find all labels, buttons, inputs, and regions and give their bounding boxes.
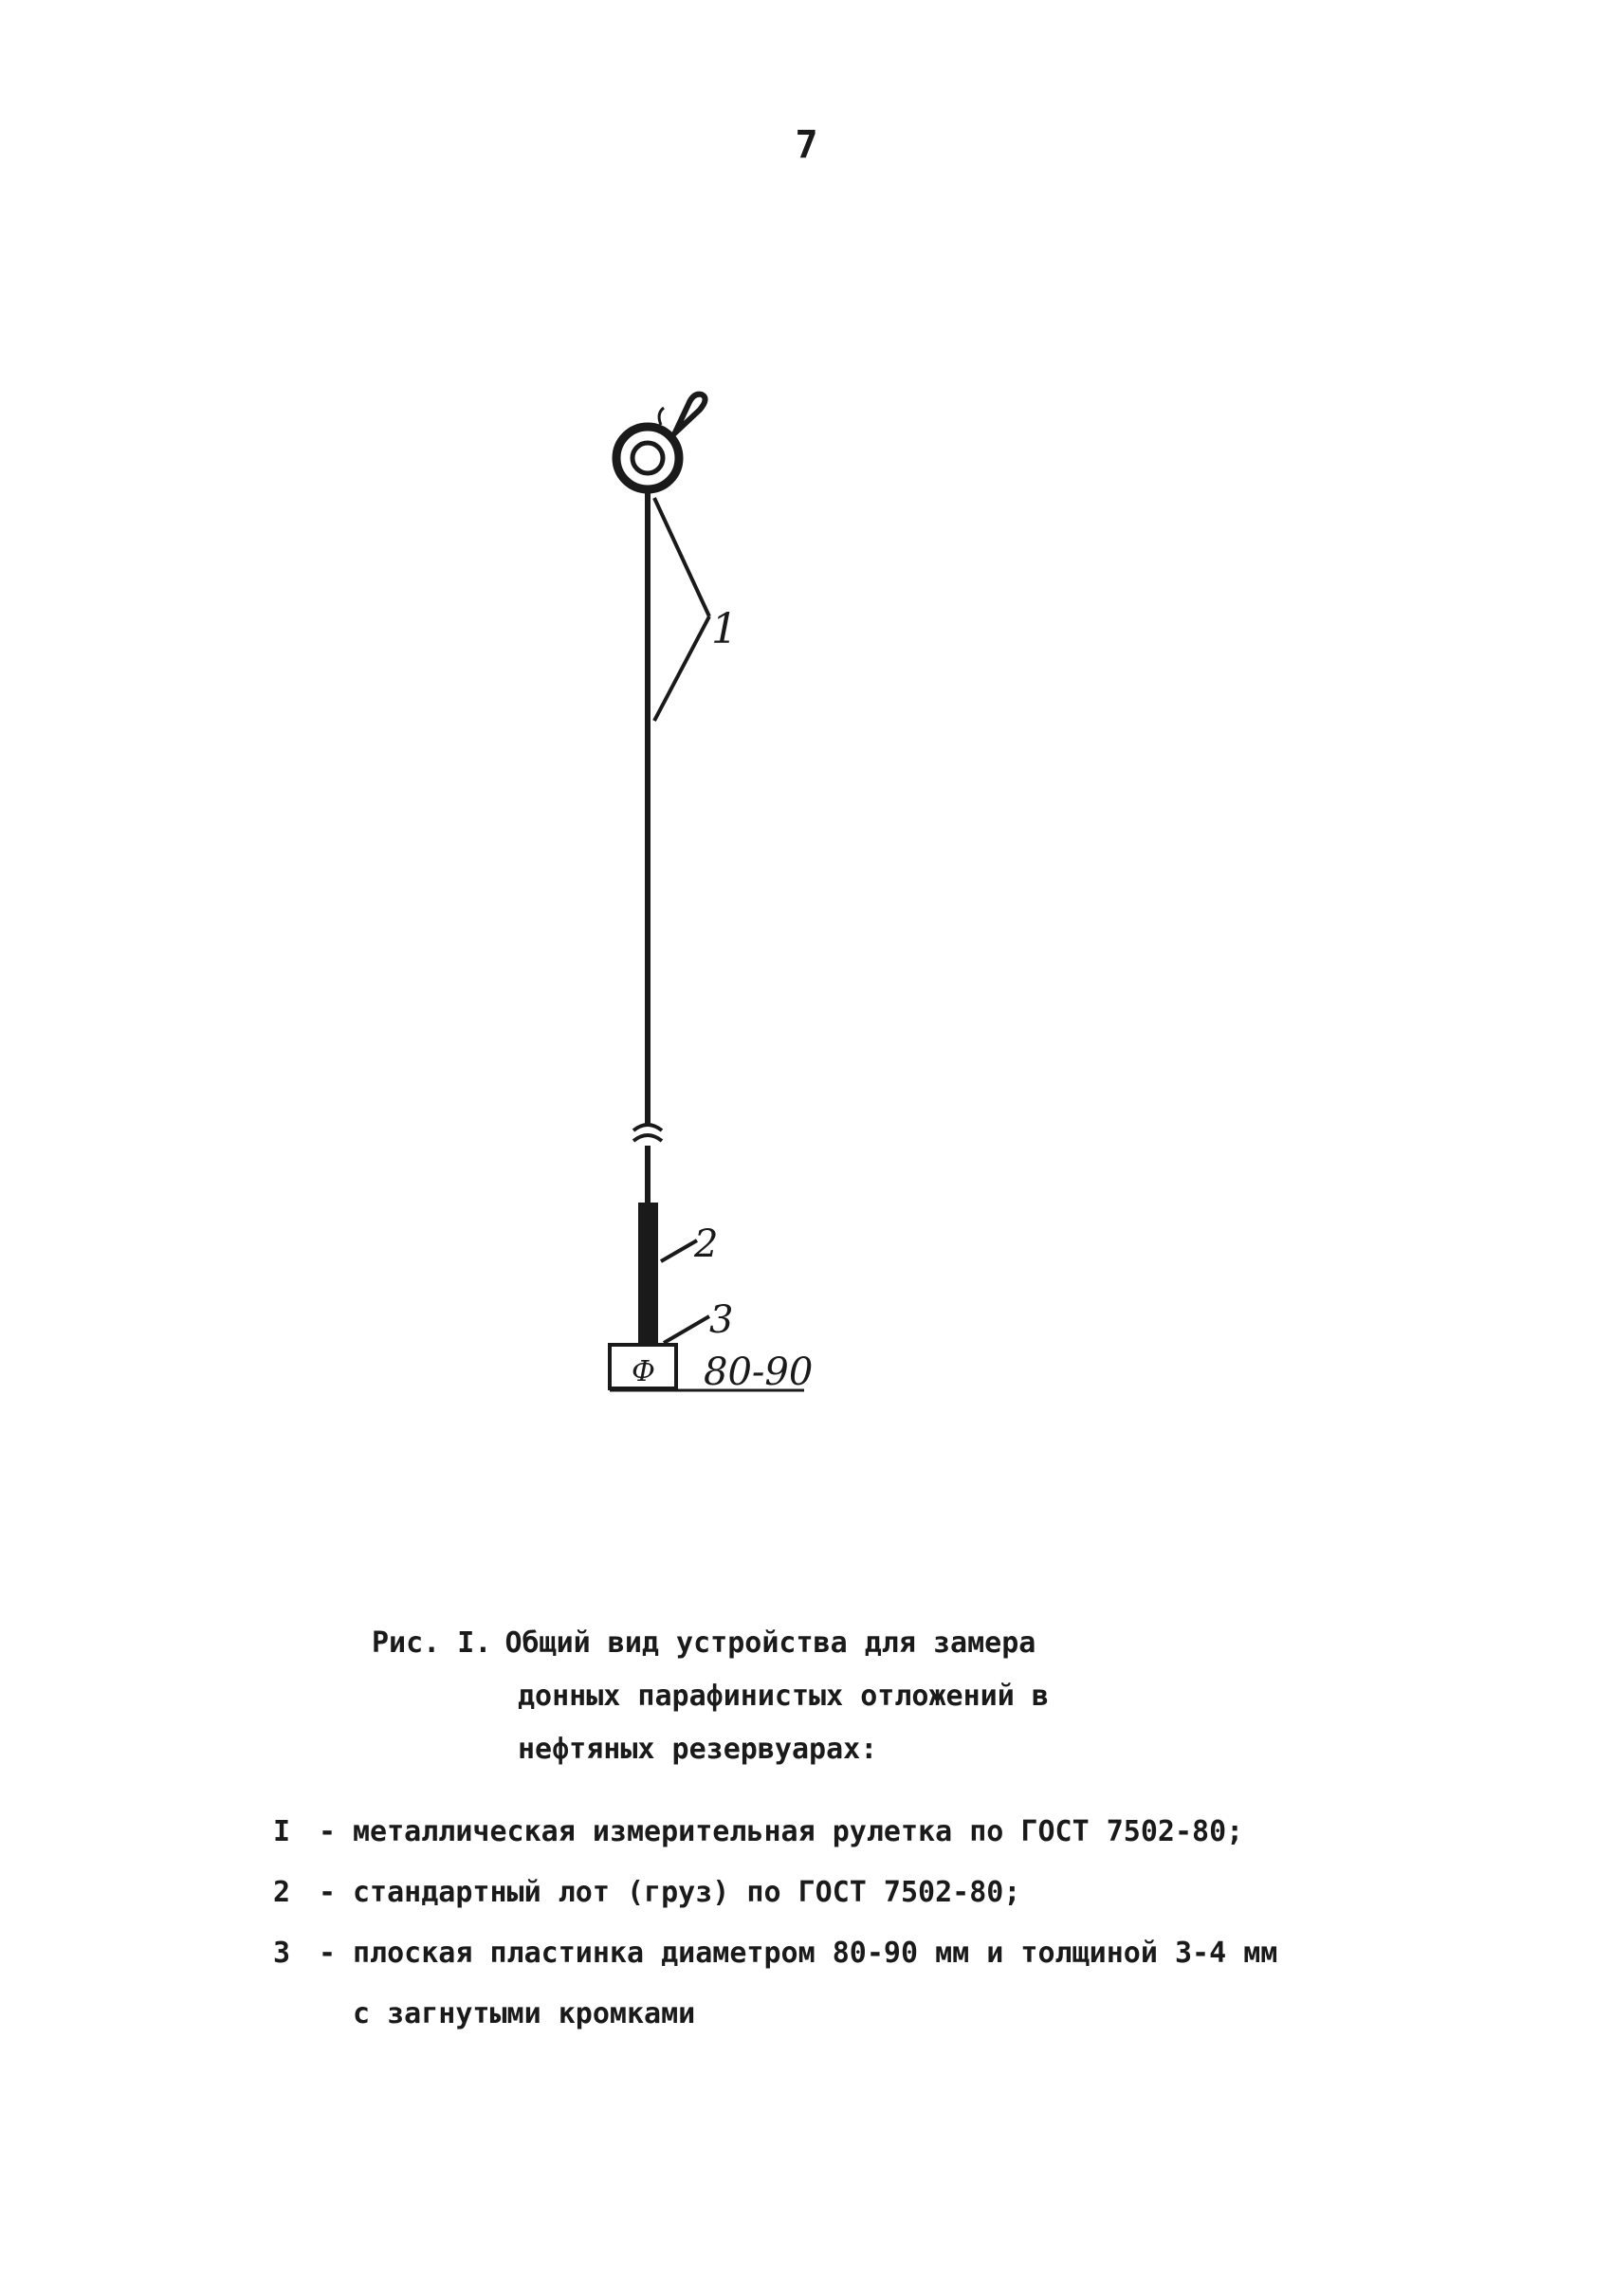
legend-item-2 xyxy=(273,1863,1277,1923)
callout-1-label: 1 xyxy=(711,605,738,653)
caption-line-1 xyxy=(372,1617,1049,1670)
page-number: 7 xyxy=(795,123,818,167)
legend-number: I xyxy=(273,1815,291,1848)
caption-line-3: нефтяных резервуарах: xyxy=(518,1733,878,1766)
legend-text: стандартный лот (груз) по ГОСТ 7502-80; xyxy=(353,1876,1021,1909)
dimension-value: 80-90 xyxy=(704,1350,814,1394)
caption-line-2: донных парафинистых отложений в xyxy=(518,1680,1049,1713)
callout-3-label: 3 xyxy=(709,1298,734,1342)
ring-handle xyxy=(616,395,706,489)
legend-text: металлическая измерительная рулетка по ГОСТ 7502-80; xyxy=(353,1815,1244,1848)
weight xyxy=(638,1203,658,1345)
callout-2-leader xyxy=(661,1240,697,1261)
legend-item-3 xyxy=(273,1923,1277,1984)
break-mark xyxy=(633,1125,662,1141)
legend-list xyxy=(273,1802,1277,2045)
legend-dash: - xyxy=(318,1876,337,1909)
diameter-symbol: Ф xyxy=(632,1355,655,1388)
callout-1-leader xyxy=(654,498,709,721)
legend-number: 2 xyxy=(273,1876,291,1909)
legend-continuation: с загнутыми кромками xyxy=(353,1997,696,2030)
figure-caption xyxy=(372,1617,1049,1776)
callout-2-label: 2 xyxy=(694,1222,719,1266)
caption-text-1: Общий вид устройства для замера xyxy=(504,1626,1036,1660)
legend-dash: - xyxy=(318,1815,337,1848)
legend-text: плоская пластинка диаметром 80-90 мм и толщиной 3-4 мм xyxy=(353,1937,1278,1970)
legend-dash: - xyxy=(318,1937,337,1970)
callout-3-leader xyxy=(664,1316,709,1343)
legend-item-1 xyxy=(273,1802,1277,1863)
legend-number: 3 xyxy=(273,1937,291,1970)
caption-label: Рис. I. xyxy=(372,1626,492,1660)
